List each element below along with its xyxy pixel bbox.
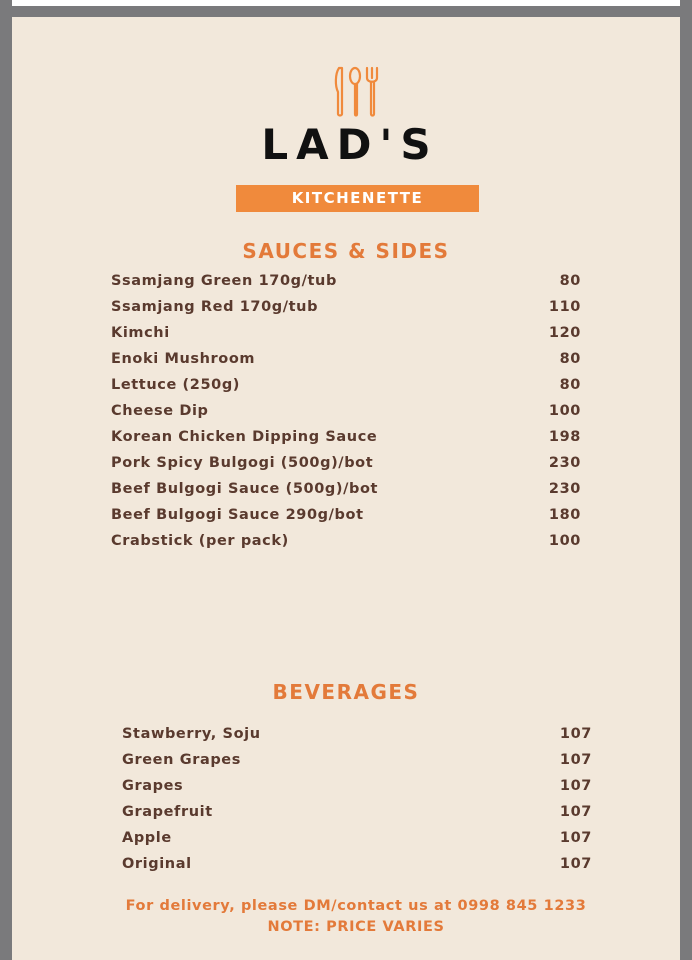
item-name: Pork Spicy Bulgogi (500g)/bot [111,455,374,471]
item-price: 230 [548,481,581,497]
menu-item [111,476,581,502]
item-price: 107 [559,804,592,820]
item-price: 80 [559,273,581,289]
item-name: Grapefruit [122,804,213,820]
menu-item [111,450,581,476]
section-title-beverages: BEVERAGES [272,680,420,704]
item-price: 100 [548,533,581,549]
price-note: NOTE: PRICE VARIES [267,919,445,935]
item-name: Original [122,856,192,872]
item-name: Beef Bulgogi Sauce 290g/bot [111,507,364,523]
cutlery-icon [333,66,379,118]
menu-item [111,424,581,450]
item-price: 80 [559,351,581,367]
menu-item [111,528,581,554]
item-name: Cheese Dip [111,403,209,419]
item-name: Kimchi [111,325,170,341]
contact-note: For delivery, please DM/contact us at 0998 845 1233 [125,898,587,914]
item-name: Grapes [122,778,184,794]
item-name: Apple [122,830,172,846]
item-name: Crabstick (per pack) [111,533,289,549]
menu-item [122,851,592,877]
menu-item [122,773,592,799]
item-price: 110 [548,299,581,315]
item-name: Ssamjang Green 170g/tub [111,273,337,289]
item-price: 107 [559,856,592,872]
section-title-sauces: SAUCES & SIDES [242,239,450,263]
item-price: 107 [559,830,592,846]
item-price: 107 [559,752,592,768]
brand-tagline-banner: KITCHENETTE [236,185,479,212]
menu-item [111,294,581,320]
previous-page-edge [12,0,680,6]
menu-item [122,825,592,851]
menu-item [111,320,581,346]
item-name: Korean Chicken Dipping Sauce [111,429,378,445]
brand-name: LAD'S [261,120,439,169]
menu-item [122,747,592,773]
item-name: Lettuce (250g) [111,377,241,393]
item-price: 180 [548,507,581,523]
item-price: 198 [548,429,581,445]
item-price: 107 [559,726,592,742]
menu-item [111,398,581,424]
item-price: 120 [548,325,581,341]
item-price: 100 [548,403,581,419]
menu-item [122,799,592,825]
menu-item [111,372,581,398]
menu-item [122,721,592,747]
item-name: Stawberry, Soju [122,726,261,742]
item-name: Enoki Mushroom [111,351,256,367]
item-price: 80 [559,377,581,393]
item-name: Green Grapes [122,752,241,768]
menu-item [111,502,581,528]
item-price: 230 [548,455,581,471]
item-price: 107 [559,778,592,794]
menu-item [111,346,581,372]
menu-item [111,268,581,294]
item-name: Ssamjang Red 170g/tub [111,299,319,315]
item-name: Beef Bulgogi Sauce (500g)/bot [111,481,379,497]
